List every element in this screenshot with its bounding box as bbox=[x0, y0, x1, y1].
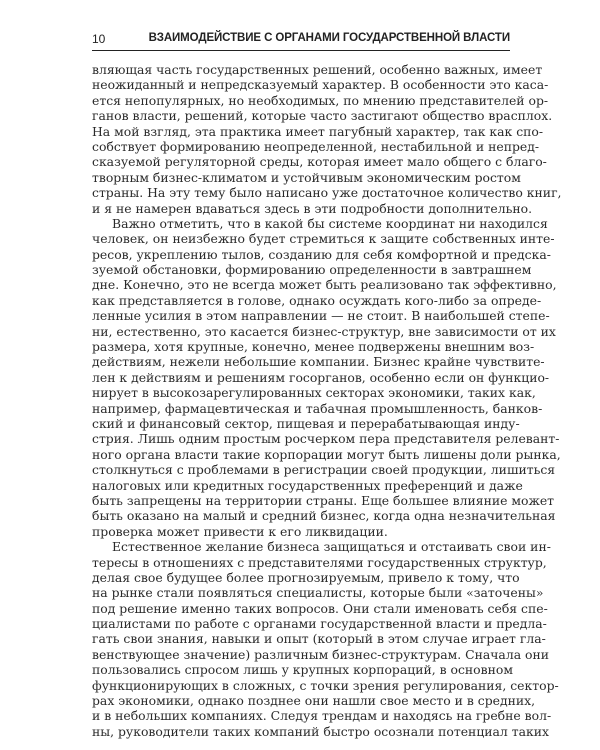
text-line: неожиданный и непредсказуемый характер. В особенности это каса- bbox=[92, 77, 549, 93]
text-line: например, фармацевтическая и табачная промышленность, банков- bbox=[92, 400, 543, 416]
body-text bbox=[92, 62, 562, 739]
text-line: и в небольших компаниях. Следуя трендам и находясь на гребне вол- bbox=[92, 708, 552, 724]
text-line: Естественное желание бизнеса защищаться и отстаивать свои ин- bbox=[112, 539, 551, 555]
text-line: На мой взгляд, эта практика имеет пагубный характер, так как спо- bbox=[92, 123, 544, 139]
text-line: проверка может привести к его ликвидации. bbox=[92, 523, 388, 539]
text-line: гать свои знания, навыки и опыт (который в этом случае играет гла- bbox=[92, 631, 546, 647]
text-line: на рынке стали появляться специалисты, которые были «заточены» bbox=[92, 585, 544, 601]
text-line: нирует в высокозарегулированных секторах экономики, таких как, bbox=[92, 385, 536, 401]
text-line: рах экономики, однако позднее они нашли свое место и в средних, bbox=[92, 693, 536, 709]
text-line: ни, естественно, это касается бизнес-структур, вне зависимости от их bbox=[92, 323, 556, 339]
text-line: ресов, укреплению тылов, созданию для себя комфортной и предска- bbox=[92, 246, 551, 262]
text-line: быть запрещены на территории страны. Еще большее влияние может bbox=[92, 492, 555, 508]
text-line: стрия. Лишь одним простым росчерком пера представителя релевант- bbox=[92, 431, 560, 447]
text-line: ганов власти, решений, которые часто застигают общество врасплох. bbox=[92, 108, 553, 124]
paragraph bbox=[92, 62, 562, 216]
text-line: столкнуться с проблемами в регистрации своей продукции, лишиться bbox=[92, 462, 556, 478]
text-line: ский и финансовый сектор, пищевая и перерабатывающая инду- bbox=[92, 415, 520, 431]
text-line: циалистами по работе с органами государственной власти и предла- bbox=[92, 616, 547, 632]
text-line: действиям, нежели небольшие компании. Бизнес крайне чувствите- bbox=[92, 354, 545, 370]
page-number: 10 bbox=[92, 32, 106, 46]
text-line: под решение именно таких вопросов. Они стали именовать себя спе- bbox=[92, 600, 548, 616]
text-line: как представляется в голове, однако осуждать кого-либо за опреде- bbox=[92, 292, 542, 308]
text-line: дне. Конечно, это не всегда может быть реализовано так эффективно, bbox=[92, 277, 557, 293]
text-line: творным бизнес-климатом и устойчивым экономическим ростом bbox=[92, 169, 521, 185]
paragraph bbox=[92, 215, 561, 539]
running-title: ВЗАИМОДЕЙСТВИЕ С ОРГАНАМИ ГОСУДАРСТВЕННОЙ ВЛАСТИ bbox=[148, 32, 510, 44]
text-line: делая свое будущее более прогнозируемым, привело к тому, что bbox=[92, 569, 520, 585]
text-line: функционирующих в сложных, с точки зрения регулирования, сектор- bbox=[92, 677, 559, 693]
text-line: страны. На эту тему было написано уже достаточное количество книг, bbox=[92, 185, 562, 201]
text-line: быть оказано на малый и средний бизнес, когда одна незначительная bbox=[92, 508, 556, 524]
text-line: венствующее значение) различным бизнес-структурам. Сначала они bbox=[92, 646, 549, 662]
text-line: ленные усилия в этом направлении — не стоит. В наибольшей степе- bbox=[92, 308, 550, 324]
text-line: размера, хотя крупные, конечно, менее подвержены внешним воз- bbox=[92, 339, 535, 355]
text-line: тересы в отношениях с представителями государственных структур, bbox=[92, 554, 547, 570]
text-line: человек, он неизбежно будет стремиться к защите собственных инте- bbox=[92, 231, 555, 247]
text-line: ется непопулярных, но необходимых, по мнению представителей ор- bbox=[92, 92, 549, 108]
text-line: зуемой обстановки, формированию определенности в завтрашнем bbox=[92, 262, 532, 278]
text-line: и я не намерен вдаваться здесь в эти подробности дополнительно. bbox=[92, 200, 533, 216]
running-header bbox=[92, 30, 510, 51]
text-line: лен к действиям и решениям госорганов, особенно если он функцио- bbox=[92, 369, 550, 385]
text-line: пользовались спросом лишь у крупных корпораций, в основном bbox=[92, 662, 513, 678]
text-line: собствует формированию неопределенной, нестабильной и непред- bbox=[92, 138, 540, 154]
text-line: вляющая часть государственных решений, особенно важных, имеет bbox=[92, 62, 543, 77]
text-line: налоговых или кредитных государственных преференций и даже bbox=[92, 477, 523, 493]
text-line: ны, руководители таких компаний быстро осознали потенциал таких bbox=[92, 723, 549, 739]
paragraph bbox=[92, 539, 559, 739]
text-line: ного органа власти такие корпорации могут быть лишены доли рынка, bbox=[92, 446, 561, 462]
text-line: сказуемой регуляторной среды, которая имеет мало общего с благо- bbox=[92, 154, 547, 170]
text-line: Важно отметить, что в какой бы системе координат ни находился bbox=[112, 215, 548, 231]
